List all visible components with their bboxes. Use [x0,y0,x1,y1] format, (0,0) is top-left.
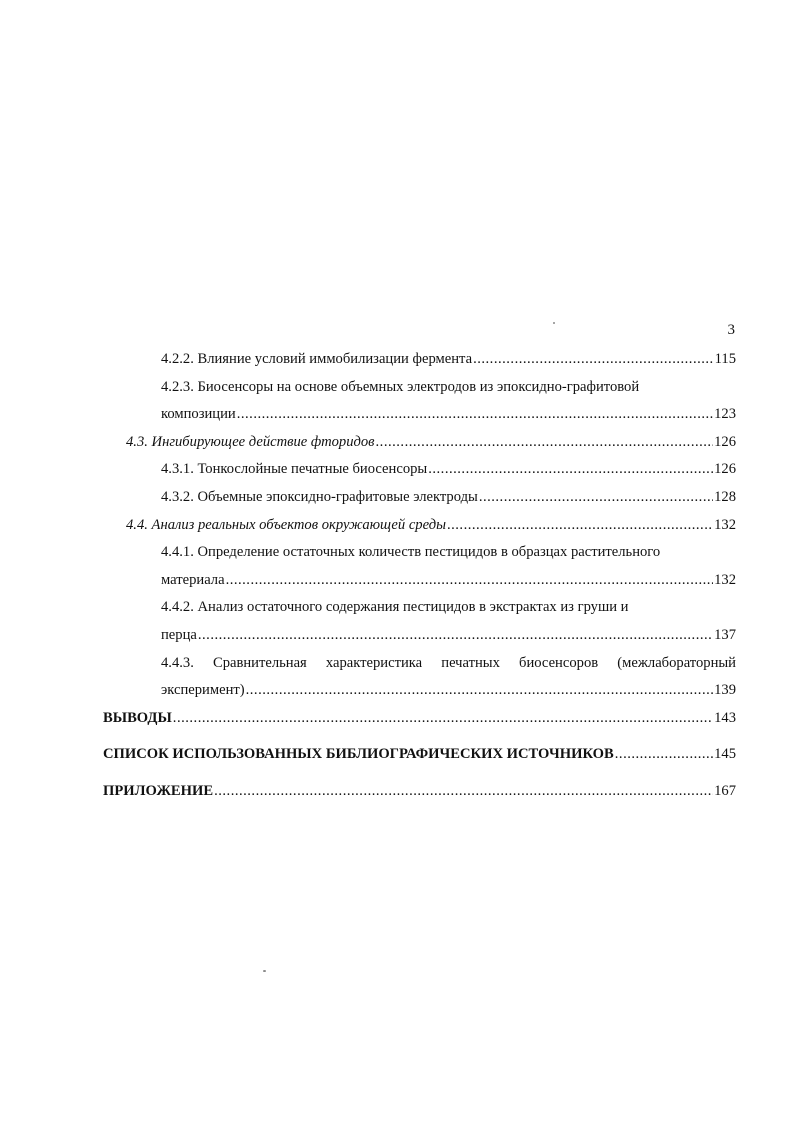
dot-leader [198,622,713,650]
toc-entry-page: 128 [714,488,736,505]
toc-entry-4-2-2[interactable] [103,346,736,374]
toc-entry-4-4-2[interactable] [103,594,736,649]
toc-entry-4-4-3[interactable] [103,650,736,705]
scan-speck [263,970,266,972]
dot-leader [428,456,713,484]
toc-entry-title: 4.4. Анализ реальных объектов окружающей среды [126,516,446,533]
toc-entry-page: 132 [714,571,736,588]
toc-entry-title-line1: 4.2.3. Биосенсоры на основе объемных электродов из эпоксидно-графитовой [161,378,640,395]
toc-entry-page: 123 [714,406,736,423]
toc-entry-page: 145 [714,746,736,763]
scan-speck [553,322,555,324]
dot-leader [447,512,713,540]
toc-entry-title: 4.2.2. Влияние условий иммобилизации фермента [161,351,473,367]
toc-entry-title-line2: эксперимент) [161,682,245,699]
toc-entry-page: 143 [714,709,736,726]
toc-entry-4-4[interactable] [103,512,736,540]
dot-leader [479,484,713,512]
dot-leader [473,346,714,374]
toc-entry-title-line2: перца [161,626,197,643]
toc-entry-appendix[interactable] [103,778,736,806]
toc-entry-page: 139 [714,682,736,699]
toc-entry-page: 115 [714,351,736,367]
page-number: 3 [727,322,735,338]
toc-entry-title-line1: 4.4.3. Сравнительная характеристика печатных биосенсоров (межлабораторный [161,654,736,671]
toc-entry-title-line1: 4.4.2. Анализ остаточного содержания пестицидов в экстрактах из груши и [161,599,629,616]
toc-entry-title: 4.3.1. Тонкослойные печатные биосенсоры [161,461,428,478]
toc-entry-title: ПРИЛОЖЕНИЕ [103,782,214,799]
dot-leader [173,705,713,733]
toc-entry-page: 132 [714,516,736,533]
toc-entry-title: СПИСОК ИСПОЛЬЗОВАННЫХ БИБЛИОГРАФИЧЕСКИХ ИСТОЧНИКОВ [103,746,614,763]
toc-entry-title-line1: 4.4.1. Определение остаточных количеств пестицидов в образцах растительного [161,544,661,561]
dot-leader [615,741,713,769]
toc-entry-title: ВЫВОДЫ [103,709,172,726]
dot-leader [376,429,714,457]
toc-entry-4-3-1[interactable] [103,456,736,484]
toc-entry-page: 126 [714,461,736,478]
toc-entry-4-3[interactable] [103,429,736,457]
toc-entry-4-3-2[interactable] [103,484,736,512]
toc-entry-4-2-3[interactable] [103,374,736,429]
toc-entry-conclusions[interactable] [103,705,736,733]
table-of-contents [103,346,736,806]
toc-entry-title-line2: материала [161,571,225,588]
toc-entry-page: 126 [714,433,736,450]
dot-leader [237,401,713,429]
dot-leader [246,677,713,705]
toc-entry-title: 4.3. Ингибирующее действие фторидов [126,433,375,450]
toc-entry-4-4-1[interactable] [103,539,736,594]
toc-entry-references[interactable] [103,741,736,769]
toc-entry-title: 4.3.2. Объемные эпоксидно-графитовые электроды [161,488,478,505]
dot-leader [214,778,713,806]
toc-entry-title-line2: композиции [161,406,236,423]
toc-entry-page: 137 [714,626,736,643]
toc-entry-page: 167 [714,782,736,799]
dot-leader [226,567,714,595]
